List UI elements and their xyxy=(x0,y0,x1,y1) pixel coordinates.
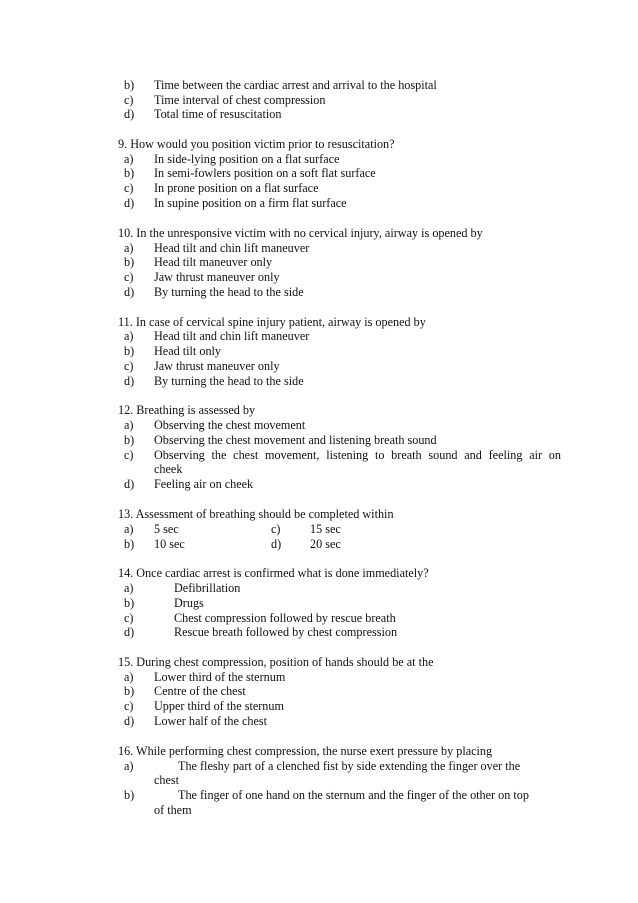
q8-option-c: Time interval of chest compression xyxy=(154,93,326,107)
option-letter: c) xyxy=(124,181,134,195)
q9-option-c: In prone position on a flat surface xyxy=(154,181,319,195)
q11-option-b: Head tilt only xyxy=(154,344,222,358)
option-letter: c) xyxy=(124,359,134,373)
q11-question: 11. In case of cervical spine injury patient, airway is opened by xyxy=(118,315,426,329)
option-letter: d) xyxy=(124,107,135,121)
q8-option-d: Total time of resuscitation xyxy=(154,107,282,121)
q15-option-d: Lower half of the chest xyxy=(154,714,268,728)
option-letter: b) xyxy=(124,684,135,698)
q15-question: 15. During chest compression, position of hands should be at the xyxy=(118,655,434,669)
q14-question: 14. Once cardiac arrest is confirmed what is done immediately? xyxy=(118,566,429,580)
q16-option-a-continuation: chest xyxy=(154,773,180,787)
option-letter: c) xyxy=(124,448,134,462)
option-letter: b) xyxy=(124,78,135,92)
option-letter: d) xyxy=(124,374,135,388)
q13-option-b: 10 sec xyxy=(154,537,185,551)
q12-option-d: Feeling air on cheek xyxy=(154,477,254,491)
q12-question: 12. Breathing is assessed by xyxy=(118,403,256,417)
q14-option-b: Drugs xyxy=(174,596,204,610)
q10-option-b: Head tilt maneuver only xyxy=(154,255,273,269)
option-letter: a) xyxy=(124,759,134,773)
q11-option-d: By turning the head to the side xyxy=(154,374,304,388)
q13-option-a: 5 sec xyxy=(154,522,179,536)
q11-option-a: Head tilt and chin lift maneuver xyxy=(154,329,310,343)
q14-option-c: Chest compression followed by rescue breath xyxy=(174,611,396,625)
option-letter: b) xyxy=(124,537,135,551)
q14-option-d: Rescue breath followed by chest compression xyxy=(174,625,398,639)
q9-question: 9. How would you position victim prior to resuscitation? xyxy=(118,137,395,151)
option-letter: a) xyxy=(124,152,134,166)
q13-option-d: 20 sec xyxy=(310,537,341,551)
q16-option-a: The fleshy part of a clenched fist by side extending the finger over the xyxy=(178,759,521,773)
q12-option-c-continuation: cheek xyxy=(154,462,183,476)
q12-option-a: Observing the chest movement xyxy=(154,418,306,432)
option-letter: d) xyxy=(124,625,135,639)
option-letter: a) xyxy=(124,581,134,595)
q16-option-b: The finger of one hand on the sternum and the finger of the other on top xyxy=(178,788,529,802)
q16-option-b-continuation: of them xyxy=(154,803,192,817)
q10-option-d: By turning the head to the side xyxy=(154,285,304,299)
option-letter: a) xyxy=(124,241,134,255)
option-letter: b) xyxy=(124,596,135,610)
q13-option-c: 15 sec xyxy=(310,522,341,536)
option-letter: a) xyxy=(124,329,134,343)
q12-option-b: Observing the chest movement and listening breath sound xyxy=(154,433,437,447)
option-letter: a) xyxy=(124,670,134,684)
option-letter: d) xyxy=(124,285,135,299)
option-letter: d) xyxy=(271,537,282,551)
q16-question: 16. While performing chest compression, the nurse exert pressure by placing xyxy=(118,744,493,758)
option-letter: c) xyxy=(124,270,134,284)
option-letter: c) xyxy=(124,93,134,107)
option-letter: b) xyxy=(124,255,135,269)
q15-option-a: Lower third of the sternum xyxy=(154,670,286,684)
option-letter: d) xyxy=(124,477,135,491)
option-letter: b) xyxy=(124,788,135,802)
option-letter: d) xyxy=(124,196,135,210)
option-letter: b) xyxy=(124,166,135,180)
q14-option-a: Defibrillation xyxy=(174,581,241,595)
q10-option-c: Jaw thrust maneuver only xyxy=(154,270,280,284)
q10-option-a: Head tilt and chin lift maneuver xyxy=(154,241,310,255)
option-letter: b) xyxy=(124,433,135,447)
option-letter: d) xyxy=(124,714,135,728)
option-letter: a) xyxy=(124,418,134,432)
q15-option-c: Upper third of the sternum xyxy=(154,699,284,713)
q12-option-c: Observing the chest movement, listening to breath sound and feeling air on xyxy=(154,448,561,462)
q8-option-b: Time between the cardiac arrest and arrival to the hospital xyxy=(154,78,437,92)
q10-question: 10. In the unresponsive victim with no cervical injury, airway is opened by xyxy=(118,226,483,240)
q9-option-a: In side-lying position on a flat surface xyxy=(154,152,340,166)
q9-option-d: In supine position on a firm flat surface xyxy=(154,196,347,210)
q15-option-b: Centre of the chest xyxy=(154,684,246,698)
option-letter: c) xyxy=(271,522,281,536)
q9-option-b: In semi-fowlers position on a soft flat surface xyxy=(154,166,376,180)
q11-option-c: Jaw thrust maneuver only xyxy=(154,359,280,373)
option-letter: c) xyxy=(124,611,134,625)
option-letter: c) xyxy=(124,699,134,713)
option-letter: a) xyxy=(124,522,134,536)
q13-question: 13. Assessment of breathing should be completed within xyxy=(118,507,394,521)
option-letter: b) xyxy=(124,344,135,358)
